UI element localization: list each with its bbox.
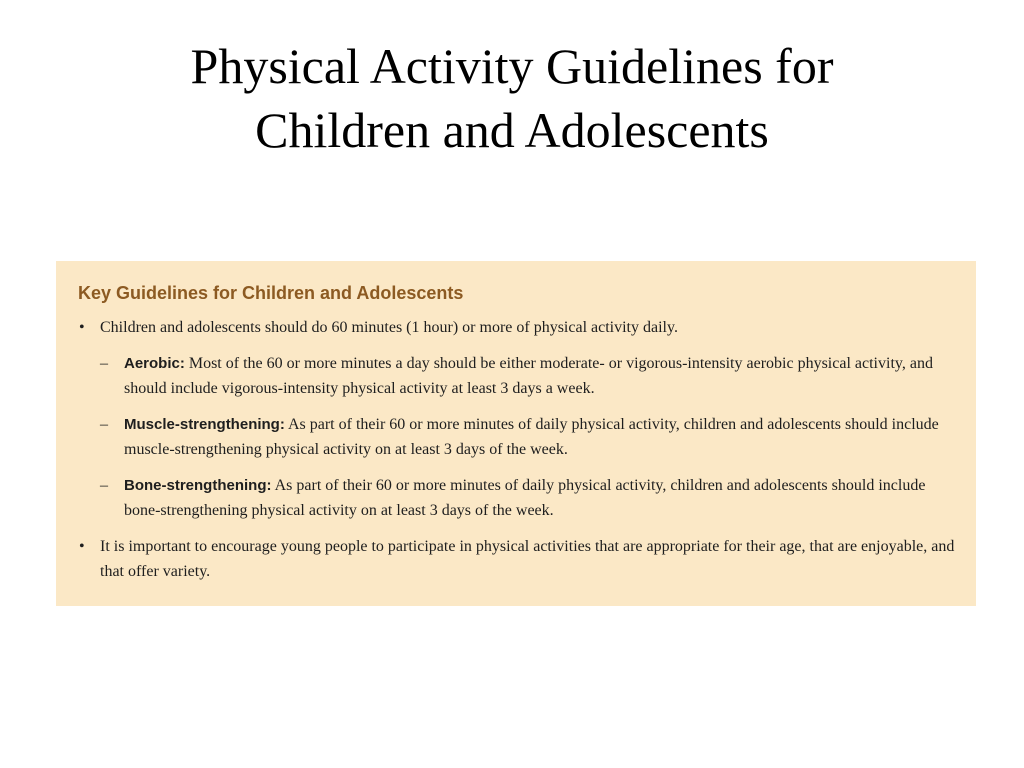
slide-title (60, 34, 964, 162)
box-heading: Key Guidelines for Children and Adolescents (78, 283, 464, 303)
sub-item-muscle-strengthening (100, 412, 956, 462)
bullet-text: It is important to encourage young people to participate in physical activities that are appropriate for their age, that are enjoyable, and that offer variety. (100, 538, 955, 580)
dash-marker: – (100, 355, 108, 372)
sub-item-bone-strengthening (100, 473, 956, 523)
key-guidelines-box (56, 261, 976, 606)
sub-item-text: Most of the 60 or more minutes a day should be either moderate- or vigorous-intensity aerobic physical activity, and should include vigorous-intensity physical activity at least 3 days a week. (124, 355, 933, 397)
sub-item-term: Muscle-strengthening: (124, 416, 285, 433)
bullet-marker: • (79, 538, 85, 555)
bullet-text: Children and adolescents should do 60 minutes (1 hour) or more of physical activity daily. (100, 319, 678, 336)
sub-item-aerobic (100, 351, 956, 401)
sub-item-text: As part of their 60 or more minutes of daily physical activity, children and adolescents should include muscle-strengthening physical activity on at least 3 days of the week. (124, 416, 939, 458)
bullet-marker: • (79, 319, 85, 336)
slide-title-line-2: Children and Adolescents (255, 102, 769, 158)
sub-item-term: Aerobic: (124, 355, 185, 372)
dash-marker: – (100, 416, 108, 433)
activity-type-list (100, 351, 956, 523)
sub-item-text: As part of their 60 or more minutes of daily physical activity, children and adolescents should include bone-strengthening physical activity on at least 3 days of the week. (124, 477, 926, 519)
slide-title-line-1: Physical Activity Guidelines for (190, 38, 834, 94)
dash-marker: – (100, 477, 108, 494)
bullet-encourage-variety (78, 534, 956, 584)
bullet-daily-activity (78, 315, 956, 523)
sub-item-term: Bone-strengthening: (124, 477, 272, 494)
guidelines-list (78, 315, 956, 584)
